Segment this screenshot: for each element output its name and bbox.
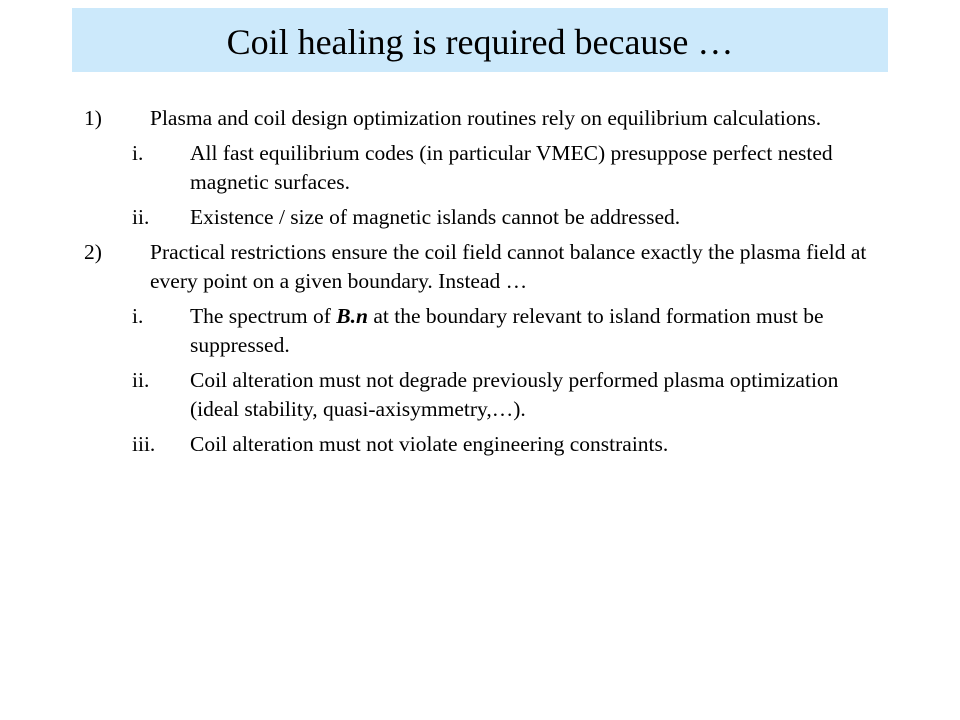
list-text: Plasma and coil design optimization routines rely on equilibrium calculations.	[150, 106, 822, 130]
sublist-item-1-ii	[84, 203, 884, 232]
sublist-text: Coil alteration must not degrade previously performed plasma optimization (ideal stability, quasi-axisymmetry,…).	[190, 368, 839, 421]
sublist-number: i.	[132, 141, 144, 165]
sublist-item-2-ii	[84, 366, 884, 424]
bn-emphasis: B.n	[336, 304, 368, 328]
sublist-number: ii.	[132, 205, 150, 229]
sublist-text: Coil alteration must not violate engineering constraints.	[190, 432, 669, 456]
sublist-text: Existence / size of magnetic islands cannot be addressed.	[190, 205, 681, 229]
sublist-number: iii.	[132, 432, 156, 456]
sublist-item-2-iii	[84, 430, 884, 459]
title-bar	[72, 8, 888, 72]
list-text: Practical restrictions ensure the coil field cannot balance exactly the plasma field at every point on a given boundary. Instead …	[150, 240, 867, 293]
slide-title: Coil healing is required because …	[226, 22, 734, 62]
sublist-text	[190, 304, 824, 357]
slide-content	[84, 104, 884, 465]
sublist-text-after: at the boundary relevant to island formation must be suppressed.	[190, 304, 824, 357]
list-number: 2)	[84, 240, 102, 264]
sublist-text-before: The spectrum of	[190, 304, 337, 328]
sublist	[132, 302, 884, 459]
sublist-text: All fast equilibrium codes (in particular VMEC) presuppose perfect nested magnetic surfaces.	[190, 141, 833, 194]
sublist-item-1-i	[84, 139, 884, 197]
list-item-2	[84, 238, 884, 459]
list-number: 1)	[84, 106, 102, 130]
list-item-1	[84, 104, 884, 232]
sublist-number: ii.	[132, 368, 150, 392]
sublist-item-2-i	[84, 302, 884, 360]
sublist-number: i.	[132, 304, 144, 328]
sublist	[132, 139, 884, 232]
